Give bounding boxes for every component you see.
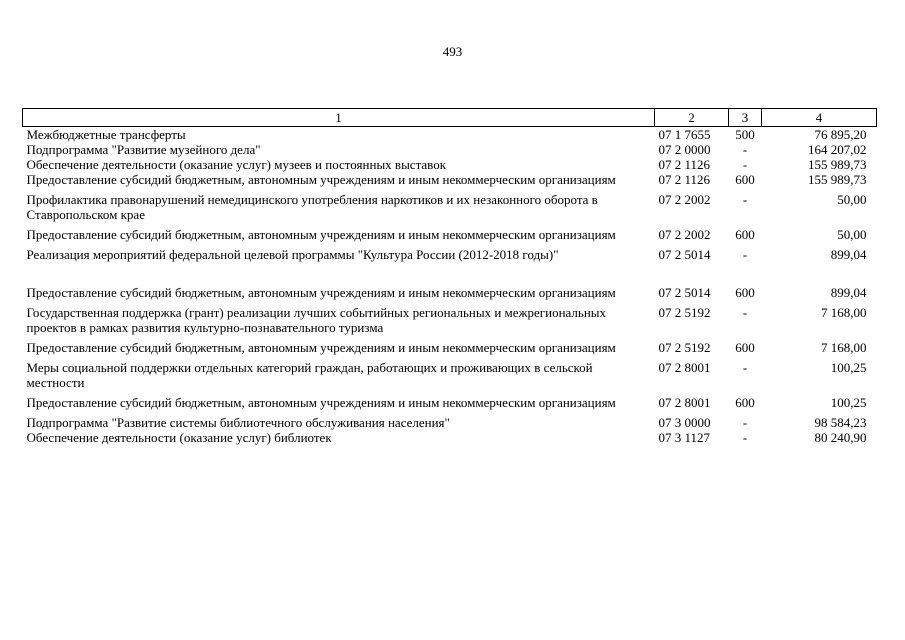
row-sum: 7 168,00 (821, 305, 867, 320)
row-type: - (742, 415, 748, 430)
row-sum: 80 240,90 (814, 430, 867, 445)
table-row (23, 430, 877, 445)
row-name: Предоставление субсидий бюджетным, автономным учреждениям и иным некоммерческим организациям (26, 285, 616, 300)
row-sum: 155 989,73 (808, 172, 867, 187)
row-name: Меры социальной поддержки отдельных категорий граждан, работающих и проживающих в сельской местности (26, 360, 593, 390)
row-sum: 899,04 (830, 285, 867, 300)
row-sum: 155 989,73 (808, 157, 867, 172)
table-row (23, 127, 877, 143)
table-row (23, 285, 877, 305)
row-type: - (742, 157, 748, 172)
row-name: Межбюджетные трансферты (26, 127, 186, 142)
table-row (23, 157, 877, 172)
row-code: 07 2 0000 (658, 142, 711, 157)
row-sum: 50,00 (837, 192, 867, 207)
row-name: Предоставление субсидий бюджетным, автономным учреждениям и иным некоммерческим организациям (26, 340, 616, 355)
row-type: - (742, 247, 748, 262)
table-row (23, 227, 877, 247)
row-name: Профилактика правонарушений немедицинского употребления наркотиков и их незаконного оборота в Ставропольском крае (26, 192, 598, 222)
row-type: 600 (735, 285, 755, 300)
table-row (23, 192, 877, 227)
table-row (23, 305, 877, 340)
row-code: 07 2 2002 (658, 227, 711, 242)
row-code: 07 3 0000 (658, 415, 711, 430)
row-code: 07 2 5014 (658, 285, 711, 300)
row-sum: 100,25 (830, 360, 867, 375)
column-header-code: 2 (655, 109, 729, 127)
row-sum: 7 168,00 (821, 340, 867, 355)
row-type: 600 (735, 227, 755, 242)
row-type: - (742, 192, 748, 207)
row-name: Обеспечение деятельности (оказание услуг) библиотек (26, 430, 332, 445)
table-row (23, 172, 877, 192)
table-row (23, 247, 877, 285)
row-name: Обеспечение деятельности (оказание услуг) музеев и постоянных выставок (26, 157, 447, 172)
row-code: 07 1 7655 (658, 127, 711, 142)
row-code: 07 2 8001 (658, 360, 711, 375)
row-type: - (742, 430, 748, 445)
row-code: 07 2 5014 (658, 247, 711, 262)
row-sum: 100,25 (830, 395, 867, 410)
row-name: Предоставление субсидий бюджетным, автономным учреждениям и иным некоммерческим организациям (26, 172, 616, 187)
row-code: 07 2 8001 (658, 395, 711, 410)
row-name: Подпрограмма "Развитие системы библиотечного обслуживания населения" (26, 415, 450, 430)
row-code: 07 2 5192 (658, 340, 711, 355)
row-name: Подпрограмма "Развитие музейного дела" (26, 142, 261, 157)
row-name: Реализация мероприятий федеральной целевой программы "Культура России (2012-2018 годы)" (26, 247, 559, 262)
row-name: Предоставление субсидий бюджетным, автономным учреждениям и иным некоммерческим организациям (26, 227, 616, 242)
row-sum: 50,00 (837, 227, 867, 242)
row-type: 600 (735, 340, 755, 355)
row-type: 500 (735, 127, 755, 142)
budget-table (22, 108, 877, 445)
table-row (23, 415, 877, 430)
page-number: 493 (442, 44, 463, 59)
row-sum: 76 895,20 (814, 127, 867, 142)
table-header-row (23, 109, 877, 127)
column-header-name: 1 (23, 109, 655, 127)
row-type: 600 (735, 172, 755, 187)
row-name: Государственная поддержка (грант) реализации лучших событийных региональных и межрегиональных проектов в рамках развития культурно-познавательного туризма (26, 305, 607, 335)
table-row (23, 360, 877, 395)
table-row (23, 395, 877, 415)
row-code: 07 2 1126 (658, 157, 711, 172)
table-row (23, 340, 877, 360)
row-type: - (742, 305, 748, 320)
row-code: 07 2 5192 (658, 305, 711, 320)
row-sum: 98 584,23 (814, 415, 867, 430)
row-sum: 164 207,02 (808, 142, 867, 157)
column-header-sum: 4 (762, 109, 877, 127)
row-code: 07 2 1126 (658, 172, 711, 187)
row-code: 07 2 2002 (658, 192, 711, 207)
row-type: - (742, 360, 748, 375)
row-type: 600 (735, 395, 755, 410)
row-type: - (742, 142, 748, 157)
row-name: Предоставление субсидий бюджетным, автономным учреждениям и иным некоммерческим организациям (26, 395, 616, 410)
table-row (23, 142, 877, 157)
row-sum: 899,04 (830, 247, 867, 262)
row-code: 07 3 1127 (658, 430, 711, 445)
column-header-type: 3 (729, 109, 762, 127)
